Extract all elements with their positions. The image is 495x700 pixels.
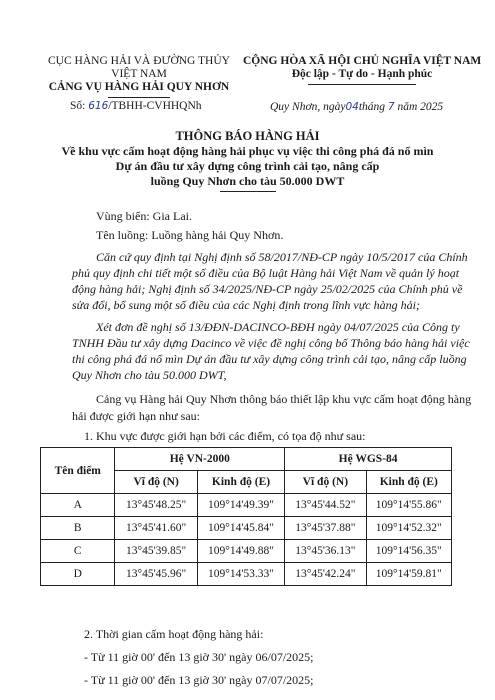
- notice-heading: THÔNG BÁO HÀNG HẢI: [175, 129, 320, 143]
- header-wgs84: Hệ WGS-84: [285, 448, 452, 471]
- country-name: CỘNG HÒA XÃ HỘI CHỦ NGHĨA VIỆT NAM: [243, 55, 482, 67]
- item-2-label: 2. Thời gian cấm hoạt động hàng hải:: [84, 627, 264, 641]
- vn2000-lon: 109°14'49.88": [197, 540, 284, 563]
- header-vn2000-lat: Vĩ độ (N): [115, 471, 197, 494]
- doc-number-prefix: Số:: [70, 100, 86, 112]
- issue-date: [270, 101, 443, 113]
- header-wgs84-lon: Kinh độ (E): [366, 471, 451, 494]
- vn2000-lat: 13°45'48.25": [115, 494, 197, 517]
- wgs84-lat: 13°45'37.88": [285, 517, 366, 540]
- wgs84-lon: 109°14'55.86": [366, 494, 451, 517]
- header-point-name: Tên điểm: [41, 448, 115, 494]
- doc-number-suffix: /TBHH-CVHHQNh: [108, 100, 202, 112]
- date-year: năm 2025: [397, 101, 444, 113]
- legal-basis-2-line4: Quy Nhơn cho tàu 50.000 DWT,: [72, 368, 227, 382]
- date-month-handwritten: 7: [387, 101, 395, 113]
- wgs84-lat: 13°45'36.13": [285, 540, 366, 563]
- national-motto: Độc lập - Tự do - Hạnh phúc: [291, 68, 433, 80]
- legal-basis-1-line1: Căn cứ quy định tại Nghị định số 58/2017/NĐ-CP ngày 10/5/2017 của Chính: [96, 250, 468, 264]
- point-name: B: [41, 517, 115, 540]
- sea-area: Vùng biển: Gia Lai.: [96, 209, 192, 223]
- agency-parent: CỤC HÀNG HẢI VÀ ĐƯỜNG THỦY: [48, 55, 230, 67]
- vn2000-lat: 13°45'45.96": [115, 563, 197, 586]
- vn2000-lon: 109°14'45.84": [197, 517, 284, 540]
- table-row: [41, 563, 452, 586]
- legal-basis-2-line1: Xét đơn đề nghị số 13/ĐĐN-DACINCO-BĐH ngày 04/07/2025 của Công ty: [96, 320, 460, 334]
- notice-statement-line1: Cảng vụ Hàng hải Quy Nhơn thông báo thiết lập khu vực cấm hoạt động hàng: [96, 392, 472, 406]
- time-window-2: - Từ 11 giờ 00' đến 13 giờ 30' ngày 07/07/2025;: [84, 673, 314, 687]
- table-row: [41, 517, 452, 540]
- header-wgs84-lat: Vĩ độ (N): [285, 471, 366, 494]
- channel-name: Tên luồng: Luồng hàng hải Quy Nhơn.: [96, 228, 284, 242]
- item-1-label: 1. Khu vực được giới hạn bởi các điểm, có tọa độ như sau:: [84, 429, 366, 443]
- notice-subject-line3: luồng Quy Nhơn cho tàu 50.000 DWT: [150, 174, 345, 188]
- legal-basis-2-line2: TNHH Đầu tư xây dựng Dacinco về việc đề nghị công bố Thông báo hàng hải việc: [72, 336, 470, 350]
- notice-statement-line2: hải được giới hạn như sau:: [72, 409, 201, 423]
- date-month-label: tháng: [358, 101, 386, 113]
- point-name: C: [41, 540, 115, 563]
- point-name: D: [41, 563, 115, 586]
- vn2000-lat: 13°45'41.60": [115, 517, 197, 540]
- table-row: [41, 494, 452, 517]
- header-vn2000: Hệ VN-2000: [115, 448, 285, 471]
- agency-name: CẢNG VỤ HÀNG HẢI QUY NHƠN: [48, 81, 230, 93]
- wgs84-lat: 13°45'44.52": [285, 494, 366, 517]
- vn2000-lat: 13°45'39.85": [115, 540, 197, 563]
- agency-parent-line2: VIỆT NAM: [111, 68, 167, 80]
- wgs84-lat: 13°45'42.24": [285, 563, 366, 586]
- wgs84-lon: 109°14'59.81": [366, 563, 451, 586]
- title-underline: [220, 191, 276, 192]
- motto-underline: [308, 84, 416, 85]
- header-vn2000-lon: Kinh độ (E): [197, 471, 284, 494]
- coordinates-table: [40, 447, 452, 586]
- legal-basis-1-line4: sửa đổi, bổ sung một số điều của các Nghị định trong lĩnh vực hàng hải;: [72, 298, 420, 312]
- table-row: [41, 540, 452, 563]
- doc-number: [70, 100, 202, 112]
- date-place: Quy Nhơn, ngày: [270, 101, 346, 113]
- vn2000-lon: 109°14'53.33": [197, 563, 284, 586]
- legal-basis-1-line3: động hàng hải; Nghị định số 34/2025/NĐ-CP ngày 25/02/2025 của Chính phủ về: [72, 282, 463, 296]
- legal-basis-1-line2: phủ quy định chi tiết một số điều của Bộ luật Hàng hải Việt Nam về quản lý hoạt: [72, 266, 460, 280]
- notice-subject-line1: Về khu vực cấm hoạt động hàng hải phục vụ việc thi công phá đá nổ mìn: [61, 144, 434, 158]
- date-day-handwritten: 04: [345, 101, 359, 113]
- doc-number-handwritten: 616: [88, 100, 109, 112]
- agency-underline: [108, 97, 170, 98]
- wgs84-lon: 109°14'56.35": [366, 540, 451, 563]
- vn2000-lon: 109°14'49.39": [197, 494, 284, 517]
- point-name: A: [41, 494, 115, 517]
- wgs84-lon: 109°14'52.32": [366, 517, 451, 540]
- legal-basis-2-line3: thi công phá đá nổ mìn Dự án đầu tư xây dựng công trình cải tạo, nâng cấp luồng: [72, 352, 467, 366]
- time-window-1: - Từ 11 giờ 00' đến 13 giờ 30' ngày 06/07/2025;: [84, 650, 314, 664]
- notice-subject-line2: Dự án đầu tư xây dựng công trình cải tạo, nâng cấp: [115, 159, 380, 173]
